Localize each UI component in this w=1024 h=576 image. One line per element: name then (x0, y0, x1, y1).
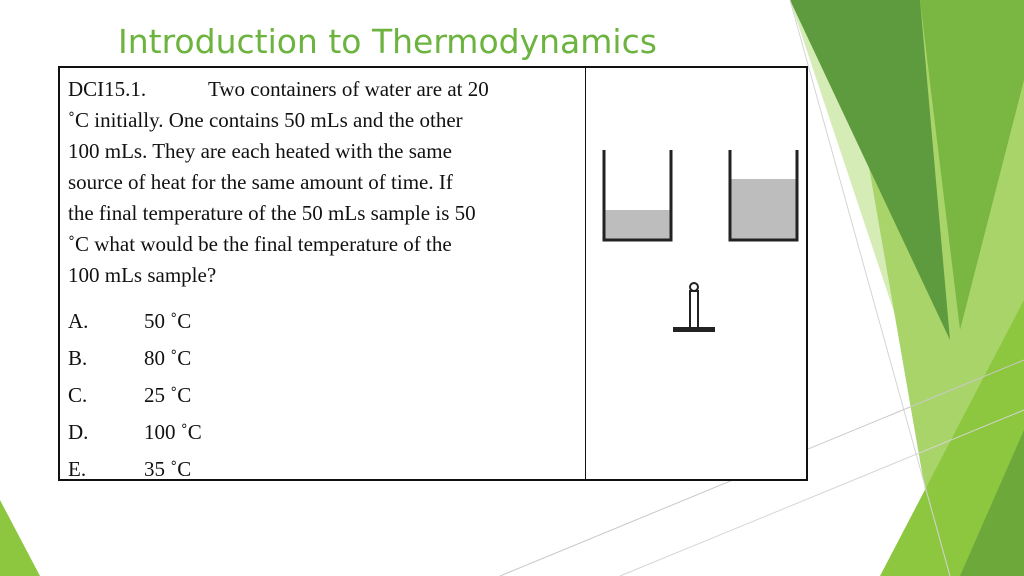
answer-choices (68, 303, 573, 488)
choice-value: 35 ˚C (144, 457, 192, 481)
small-beaker-water (604, 210, 671, 240)
question-line-1: Two containers of water are at 20 (208, 77, 489, 101)
question-line: the final temperature of the 50 mLs sample is 50 (68, 201, 476, 225)
choice-value: 50 ˚C (144, 309, 192, 333)
choice-e[interactable] (68, 451, 573, 488)
choice-letter: C. (68, 383, 88, 407)
large-beaker-water (730, 179, 797, 240)
choice-c[interactable] (68, 377, 573, 414)
choice-letter: A. (68, 309, 89, 333)
choice-value: 100 ˚C (144, 420, 202, 444)
table-divider (585, 68, 586, 479)
choice-letter: D. (68, 420, 89, 444)
choice-d[interactable] (68, 414, 573, 451)
question-line (68, 77, 489, 101)
question-line: source of heat for the same amount of time. If (68, 170, 453, 194)
small-beaker (604, 150, 671, 240)
question-text (68, 74, 573, 291)
choice-value: 80 ˚C (144, 346, 192, 370)
apparatus-illustration (587, 68, 807, 479)
bunsen-burner-icon (673, 283, 715, 332)
large-beaker (730, 150, 797, 240)
question-table (58, 66, 808, 481)
question-line: ˚C initially. One contains 50 mLs and the other (68, 108, 463, 132)
question-line: ˚C what would be the final temperature of the (68, 232, 452, 256)
question-cell (68, 74, 573, 488)
choice-letter: E. (68, 457, 87, 481)
choice-a[interactable] (68, 303, 573, 340)
choice-letter: B. (68, 346, 88, 370)
question-id: DCI15.1. (68, 77, 147, 101)
choice-value: 25 ˚C (144, 383, 192, 407)
choice-b[interactable] (68, 340, 573, 377)
left-green-shape (0, 500, 40, 576)
slide-title: Introduction to Thermodynamics (118, 22, 657, 61)
question-line: 100 mLs sample? (68, 263, 217, 287)
question-line: 100 mLs. They are each heated with the same (68, 139, 452, 163)
